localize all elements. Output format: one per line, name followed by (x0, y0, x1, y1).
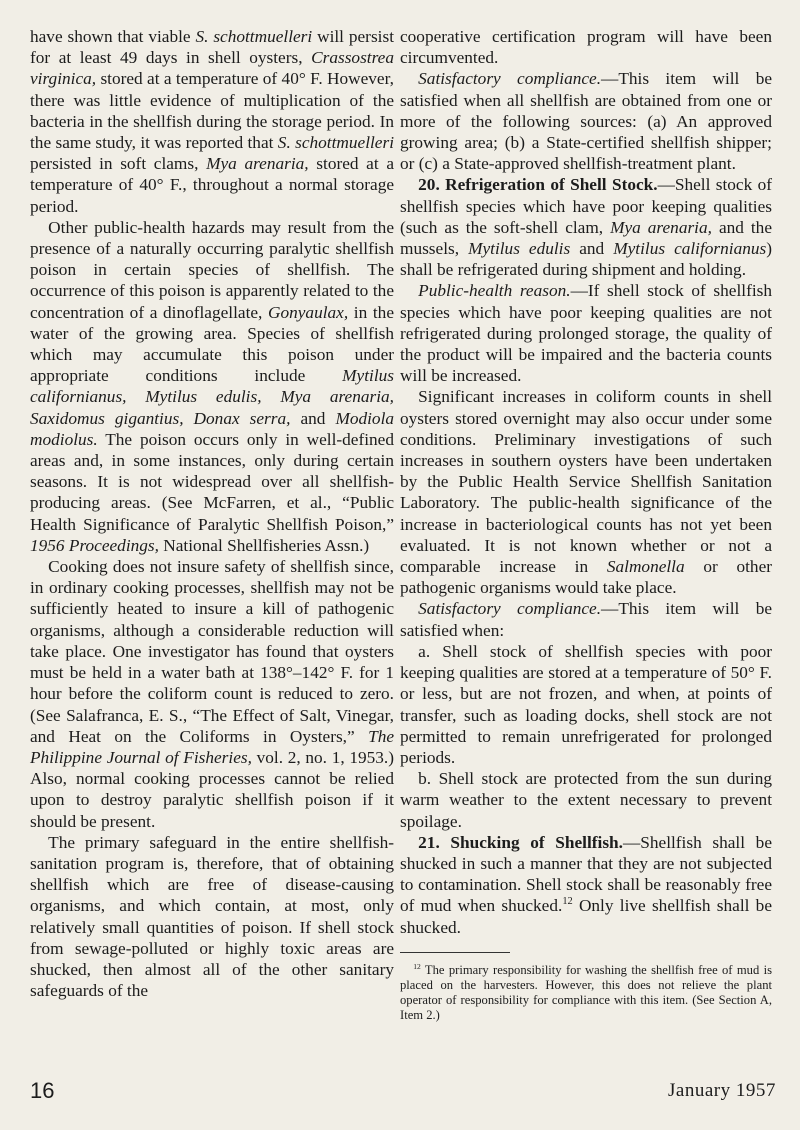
text-run: The poison occurs only in well-defined areas and, in some instances, only during certain seasons. It is not widespread over all shellfish-producing areas. (See McFarren, et al., “Public Health Significance of Paralytic Shellfish Poison,” (30, 429, 394, 534)
footnote-reference: 12 (562, 896, 573, 908)
footnote (400, 963, 772, 1023)
text-run: vol. 2, no. 1, 1953.) Also, normal cooking processes cannot be relied upon to destroy paralytic shellfish poison if it should be present. (30, 747, 394, 831)
italic-text: Mya arenaria, (206, 154, 309, 174)
text-run: —This item will be satisfied when: (400, 599, 773, 640)
italic-text: S. schottmuelleri (195, 27, 313, 46)
italic-label: Satisfactory compliance. (418, 69, 602, 89)
text-run: and the mussels, (400, 217, 772, 259)
right-column (400, 26, 772, 1023)
italic-text: Mytilus edulis (468, 239, 571, 259)
text-run: —Shell stock of shellfish species which have poor keeping qualities (such as the soft-shell clam, (400, 175, 772, 237)
text-run: and (570, 239, 614, 259)
footnote-text: The primary responsibility for washing the shellfish free of mud is placed on the harvesters. However, this does not relieve the plant operator of responsibility for compliance with this item. (See Section A, Item 2.) (400, 962, 772, 1022)
section-heading: 20. Refrigeration of Shell Stock. (418, 175, 658, 195)
list-item: a. Shell stock of shellfish species with poor keeping qualities are stored at a temperature of 50° F. or less, but are not frozen, and when, at points of transfer, such as loading docks, shell stock are not permitted to remain unrefrigerated for prolonged periods. (400, 641, 772, 767)
text-run: —Shellfish shall be shucked in such a manner that they are not subjected to contamination. Shell stock shall be reasonably free of mud when shucked. (400, 832, 772, 916)
text-run: stored at a temperature of 40° F. However, there was little evidence of multiplication of the bacteria in the shellfish during the storage period. In the same study, it was reported that (30, 69, 394, 153)
italic-label: Public-health reason. (418, 281, 571, 301)
italic-text: 1956 Proceedings, (30, 535, 159, 555)
paragraph (400, 386, 772, 598)
text-run: Significant increases in coliform counts in shell oysters stored overnight may also occur under some conditions. Preliminary investigations of such increases in southern oysters have been undertaken by the Public Health Service Shellfish Sanitation Laboratory. The public-health significance of the increase in bacteriological counts has not yet been evaluated. It is not known whether or not a comparable increase in (400, 387, 772, 577)
italic-text: S. schottmuelleri (277, 133, 394, 153)
italic-text: Mytilus californianus (613, 239, 767, 259)
italic-text: Mya arenaria, (610, 217, 712, 237)
text-run: ) shall be refrigerated during shipment and holding. (400, 239, 773, 280)
section-heading: 21. Shucking of Shellfish. (418, 832, 623, 852)
italic-text: Crassostrea virginica, (30, 48, 394, 89)
text-run: will persist for at least 49 days in shell oysters, (30, 27, 394, 68)
page-number: 16 (30, 1078, 55, 1103)
paragraph (30, 26, 394, 217)
text-run: Cooking does not insure safety of shellfish since, in ordinary cooking processes, shellfish may not be sufficiently heated to insure a kill of pathogenic organisms, although a considerable reduction will take place. One investigator has found that oysters must be held in a water bath at 138°–142° F. for 1 hour before the coliform count is reduced to zero. (See Salafranca, E. S., “The Effect of Salt, Vinegar, and Heat on the Coliforms in Oysters,” (30, 557, 394, 746)
text-run: stored at a temperature of 40° F., throughout a normal storage period. (30, 154, 394, 216)
paragraph: The primary safeguard in the entire shellfish-sanitation program is, therefore, that of obtaining shellfish which are free of disease-causing organisms, and which contain, at most, only relatively small quantities of poison. If shell stock from sewage-polluted or highly toxic areas are shucked, then almost all of the other sanitary safeguards of the (30, 832, 394, 1001)
italic-text: Salmonella (606, 557, 685, 577)
text-run: and (290, 408, 336, 428)
text-run: Other public-health hazards may result from the presence of a naturally occurring paralytic shellfish poison in certain species of shellfish. The occurrence of this poison is apparently related to the concentration of a dinoflagellate, (30, 217, 394, 322)
paragraph (400, 174, 772, 280)
list-item: b. Shell stock are protected from the sun during warm weather to the extent necessary to prevent spoilage. (400, 769, 772, 831)
text-run: —If shell stock of shellfish species which have poor keeping qualities are not refrigerated during prolonged storage, the quality of the product will be impaired and the bacteria counts will be increased. (400, 281, 772, 386)
text-run: in the water of the growing area. Species of shellfish which may accumulate this poison under appropriate conditions include (30, 302, 394, 386)
italic-text: Mytilus californianus, Mytilus edulis, Mya arenaria, Saxidomus gigantius, Donax serra, (30, 366, 394, 428)
paragraph (400, 832, 772, 938)
italic-label: Satisfactory compliance. (418, 599, 602, 619)
paragraph (400, 280, 772, 386)
italic-text: Modiola modiolus. (30, 408, 395, 449)
footnote-divider (400, 952, 510, 953)
text-run: National Shellfisheries Assn.) (158, 535, 370, 555)
text-run: Only live shellfish shall be shucked. (400, 896, 772, 937)
paragraph (30, 217, 394, 556)
italic-text: Gonyaulax, (268, 302, 349, 322)
text-run: persisted in soft clams, (30, 154, 207, 174)
paragraph (400, 68, 772, 174)
paragraph: cooperative certification program will have been circumvented. (400, 27, 772, 68)
paragraph (30, 556, 394, 832)
text-run: —This item will be satisfied when all shellfish are obtained from one or more of the following sources: (a) An approved growing area; (b) a State-certified shellfish shipper; or (c) a State-approved shellfish-treatment plant. (400, 69, 773, 174)
paragraph (400, 598, 772, 640)
footnote-marker: 12 (413, 961, 421, 971)
text-run: have shown that viable (30, 27, 196, 46)
issue-date: January 1957 (668, 1080, 776, 1101)
text-run: or other pathogenic organisms would take place. (400, 557, 772, 598)
left-column (30, 26, 394, 1001)
italic-text: The Philippine Journal of Fisheries, (30, 726, 394, 767)
